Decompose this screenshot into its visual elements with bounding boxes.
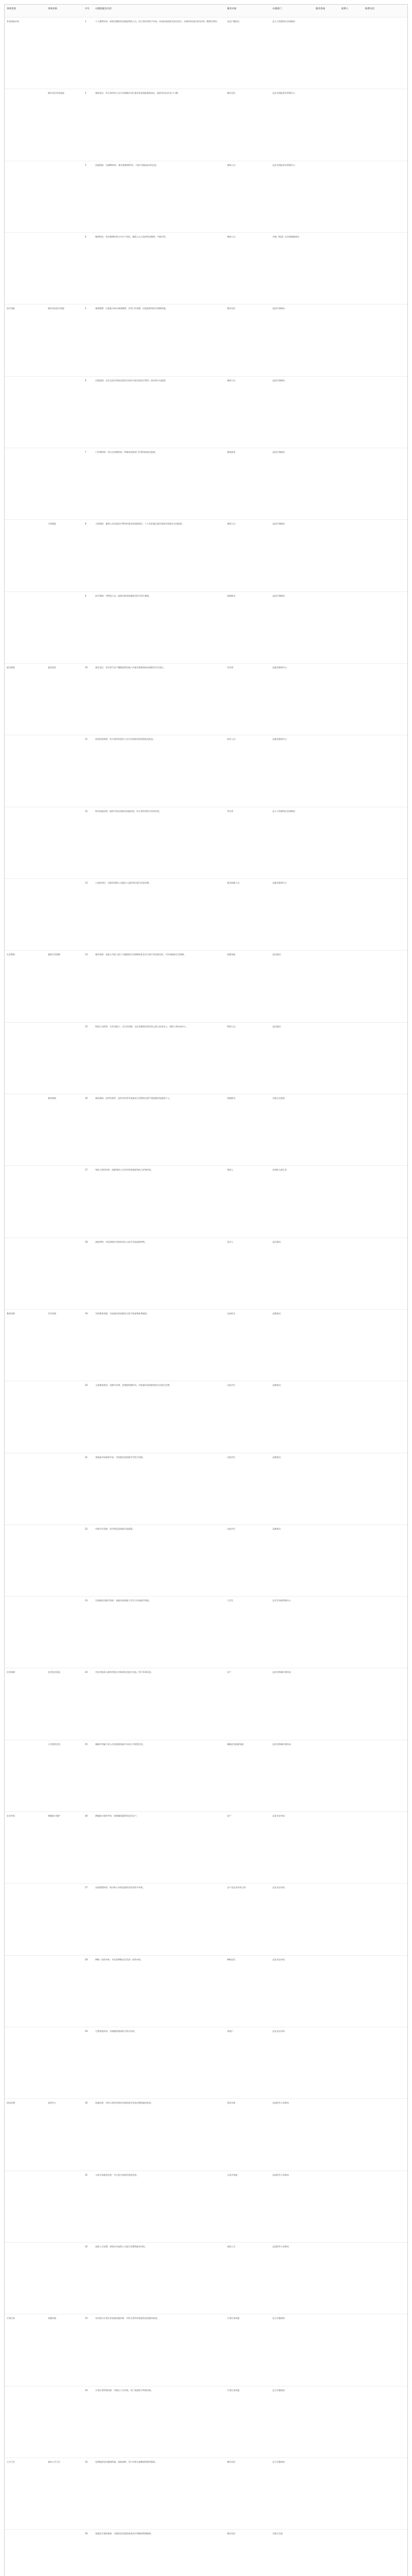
cell-scope: 在校学生 (227, 1527, 235, 1530)
cell-item-name: 公共租赁住房 (48, 1742, 60, 1745)
cell-scope: 义务兵家庭 (227, 2173, 237, 2176)
cell-item-name: 临时救助 (48, 1096, 56, 1099)
table-row (5, 1453, 407, 1525)
cell-description: 门诊慢特病：经认定的慢性病、特殊疾病患者门诊费用按规定报销。 (95, 450, 157, 453)
cell-department: 县卫生健康局 (272, 2461, 285, 2464)
header-category: 事项类别 (7, 8, 16, 10)
cell-scope: 特困人员 (227, 1025, 235, 1028)
cell-scope: 困难家庭 (227, 953, 235, 956)
cell-department: 县卫生健康局 (272, 2317, 285, 2320)
cell-description: 义务兵家庭优待金：对义务兵家庭发放优待金。 (95, 2173, 139, 2176)
header-item: 事项名称 (48, 8, 57, 10)
cell-scope: 残疾人 (227, 1168, 233, 1172)
cell-department: 县就业服务中心 (272, 738, 287, 741)
table-row (5, 735, 407, 807)
cell-department: 乡镇（街道）社会保障服务站 (272, 235, 299, 238)
table-row (5, 2458, 407, 2530)
cell-number: 2 (85, 92, 87, 95)
cell-description: 残疾人两项补贴：困难残疾人生活补贴和重度残疾人护理补贴。 (95, 1168, 153, 1172)
table-row (5, 2529, 407, 2576)
cell-category: 就业服务 (7, 666, 15, 669)
cell-department: 县教育局 (272, 1527, 281, 1530)
cell-number: 1 (85, 20, 87, 23)
header-hotline: 服务热线 (316, 8, 325, 10)
cell-number: 32 (85, 2245, 88, 2248)
cell-number: 27 (85, 1886, 88, 1889)
cell-category: 教育资助 (7, 1312, 15, 1315)
table-row (5, 591, 407, 664)
header-scope: 服务对象 (227, 8, 236, 10)
cell-number: 4 (85, 235, 87, 238)
cell-number: 21 (85, 1455, 88, 1459)
cell-number: 12 (85, 809, 88, 812)
cell-scope: 参保人员 (227, 522, 235, 526)
table-row (5, 878, 407, 951)
cell-number: 19 (85, 1312, 88, 1315)
cell-department: 县退役军人事务局 (272, 2102, 289, 2105)
cell-scope: 困难群众 (227, 1096, 235, 1099)
cell-department: 县退役军人事务局 (272, 2245, 289, 2248)
cell-scope: 城乡居民 (227, 2532, 235, 2535)
header-number: 序号 (85, 8, 90, 10)
table-row (5, 1596, 407, 1668)
cell-department: 县住房和城乡建设局 (272, 1671, 291, 1674)
cell-description: 临时救助：因突发事件、意外伤害等导致基本生活暂时出现严重困难的家庭或个人。 (95, 1096, 171, 1099)
table-row (5, 161, 407, 233)
table-row (5, 2171, 407, 2243)
table-row (5, 17, 407, 89)
cell-scope: 城乡居民 (227, 92, 235, 95)
cell-description: 农村部分计划生育家庭奖励扶助：对符合条件的家庭发放奖励扶助金。 (95, 2317, 159, 2320)
cell-number: 9 (85, 594, 87, 597)
cell-description: 参保登记：符合条件的人员可办理城乡居民基本养老保险参保登记，提供身份证件及户口簿。 (95, 92, 180, 95)
cell-department: 县农业农村局 (272, 2030, 285, 2033)
cell-category: 住房保障 (7, 1671, 15, 1674)
cell-department: 县教育局 (272, 1455, 281, 1459)
cell-number: 16 (85, 1096, 88, 1099)
cell-number: 23 (85, 1599, 88, 1602)
cell-item-name: 农村危房改造 (48, 1671, 60, 1674)
cell-item-name: 退役军人 (48, 2102, 56, 2105)
cell-department: 县民政局 (272, 1240, 281, 1243)
cell-category: 计划生育 (7, 2317, 15, 2320)
table-row (5, 950, 407, 1022)
cell-department: 乡镇人民政府 (272, 1096, 285, 1099)
cell-scope: 困难群众 (227, 594, 235, 597)
cell-scope: 在校学生 (227, 1384, 235, 1387)
cell-description: 普通高中国家助学金：对家庭经济困难学生给予资助。 (95, 1455, 145, 1459)
cell-department: 县民政局 (272, 953, 281, 956)
cell-description: 缴费档次：每年缴费标准分为多个档次，参保人自主选择档次缴费，多缴多得。 (95, 235, 167, 238)
cell-item-name: 就业创业 (48, 666, 56, 669)
cell-number: 24 (85, 1671, 88, 1674)
cell-scope: 在校学生 (227, 1455, 235, 1459)
table-row (5, 1381, 407, 1453)
cell-scope: 城镇住房困难家庭 (227, 1742, 244, 1745)
cell-description: 公益性岗位：对就业困难人员通过公益性岗位进行托底安置。 (95, 881, 151, 884)
cell-scope: 计划生育家庭 (227, 2317, 239, 2320)
cell-department: 县卫生健康局 (272, 2388, 285, 2392)
cell-number: 22 (85, 1527, 88, 1530)
table-row (5, 2098, 407, 2171)
cell-scope: 参保人员 (227, 379, 235, 382)
cell-description: 家庭医生签约服务：为签约居民提供基本医疗和健康管理服务。 (95, 2532, 153, 2535)
cell-description: 住院报销：在定点医疗机构住院发生的符合规定的医疗费用，按比例予以报销。 (95, 379, 167, 382)
cell-number: 15 (85, 1025, 88, 1028)
cell-department: 县医疗保障局 (272, 594, 285, 597)
table-row (5, 807, 407, 879)
cell-department: 县民政局 (272, 1025, 281, 1028)
table-row (5, 1309, 407, 1381)
cell-number: 17 (85, 1168, 88, 1172)
cell-scope: 创业人员 (227, 738, 235, 741)
cell-number: 36 (85, 2532, 88, 2535)
cell-department: 县医疗保障局 (272, 379, 285, 382)
cell-item-name: 城乡居民医疗保险 (48, 307, 64, 310)
table-row (5, 1022, 407, 1094)
cell-item-name: 基本公共卫生 (48, 2461, 60, 2464)
cell-department: 县医疗保障局 (272, 307, 285, 310)
cell-department: 县社会保险事业管理中心 (272, 163, 295, 166)
cell-description: 学前教育资助：对家庭经济困难幼儿给予保育教育费减免。 (95, 1312, 149, 1315)
cell-item-name: 城乡居民养老保险 (48, 92, 64, 95)
table-row (5, 1238, 407, 1310)
cell-scope: 劳动者 (227, 666, 233, 669)
cell-scope: 劳动者 (227, 809, 233, 812)
cell-department: 县退役军人事务局 (272, 2173, 289, 2176)
cell-number: 29 (85, 2030, 88, 2033)
cell-description: 计划生育特别扶助：对独生子女伤残、死亡家庭给予特别扶助。 (95, 2388, 153, 2392)
cell-department: 县教育局 (272, 1384, 281, 1387)
table-row (5, 304, 407, 376)
cell-description: 医疗救助：对特困人员、低保对象等困难群众给予医疗救助。 (95, 594, 151, 597)
cell-description: 对农村低收入群体等重点对象的危房进行改造，给予补助资金。 (95, 1671, 153, 1674)
cell-description: 高龄津贴：对达到规定年龄的老年人按月发放高龄津贴。 (95, 1240, 147, 1243)
cell-description: 就业登记：劳动者可在户籍地或常住地公共就业服务机构办理就业失业登记。 (95, 666, 165, 669)
header-contact: 联系人 (341, 8, 349, 10)
cell-department: 县学生资助管理中心 (272, 1599, 291, 1602)
header-phone: 联系电话 (365, 8, 374, 10)
table-row (5, 663, 407, 735)
cell-category: 公共卫生 (7, 2461, 15, 2464)
cell-item-name: 学生资助 (48, 1312, 56, 1315)
table-row (5, 1955, 407, 2027)
table-row (5, 1883, 407, 1955)
cell-description: 生猪养殖补贴：对规模养殖场给予相关扶持。 (95, 2030, 136, 2033)
cell-department: 县就业服务中心 (272, 666, 287, 669)
cell-scope: 老年人 (227, 1240, 233, 1243)
cell-department: 县医疗保障局 (272, 450, 285, 453)
cell-item-name: 奖励扶助 (48, 2317, 56, 2320)
cell-description: 中职学生资助：免学费及国家助学金政策。 (95, 1527, 134, 1530)
cell-number: 28 (85, 1958, 88, 1961)
cell-scope: 参保患者 (227, 450, 235, 453)
cell-scope: 参保人员 (227, 235, 235, 238)
cell-number: 33 (85, 2317, 88, 2320)
table-row (5, 1165, 407, 1238)
cell-number: 25 (85, 1742, 88, 1745)
cell-category: 社会救助 (7, 953, 15, 956)
cell-description: 免费提供居民健康档案、预防接种、孕产妇和儿童健康管理等服务。 (95, 2461, 157, 2464)
table-row (5, 1668, 407, 1740)
cell-description: 城乡低保：家庭人均收入低于当地最低生活保障标准且符合财产状况规定的，可申请最低生活保障。 (95, 953, 186, 956)
cell-category: 农业补贴 (7, 1815, 15, 1818)
cell-description: 参保缴费：以家庭为单位参保缴费，享受门诊统筹、住院报销等医疗保障待遇。 (95, 307, 167, 310)
cell-item-name: 最低生活保障 (48, 953, 60, 956)
cell-number: 30 (85, 2102, 88, 2105)
cell-department: 县农业农村局 (272, 1886, 285, 1889)
cell-number: 26 (85, 1815, 88, 1818)
cell-description: 种粮一次性补贴：对实际种粮农民发放一次性补贴。 (95, 1958, 143, 1961)
table-row (5, 232, 407, 304)
table-row (5, 2242, 407, 2314)
header-description: 办理依据及内容 (95, 8, 112, 10)
table-row (5, 2027, 407, 2099)
cell-department: 县人力资源和社会保障局 (272, 20, 295, 23)
cell-category: 优抚安置 (7, 2102, 15, 2105)
cell-scope: 城乡居民 (227, 2461, 235, 2464)
cell-category: 医疗保险 (7, 307, 15, 310)
table-row (5, 519, 407, 591)
cell-description: 特困人员供养：无劳动能力、无生活来源、无法定赡养抚养扶养义务人的老年人、残疾人和未成年人。 (95, 1025, 188, 1028)
cell-description: 退役士兵安置：按规定对退役士兵进行安置和就业扶持。 (95, 2245, 147, 2248)
cell-department: 县住房和城乡建设局 (272, 1742, 291, 1745)
cell-number: 31 (85, 2173, 88, 2176)
cell-scope: 本县户籍居民 (227, 20, 239, 23)
cell-department: 县农业农村局 (272, 1958, 285, 1961)
table-row (5, 376, 407, 448)
cell-scope: 在园幼儿 (227, 1312, 235, 1315)
cell-scope: 大学生 (227, 1599, 233, 1602)
cell-description: 城镇中等偏下收入住房困难家庭可申请公共租赁住房。 (95, 1742, 145, 1745)
cell-description: 创业担保贷款：符合条件的创业人员可申请创业担保贷款及贴息。 (95, 738, 155, 741)
table-row (5, 448, 407, 520)
cell-description: 大病保险：参保人员住院医疗费用经基本医保报销后，个人负担超过起付线部分按规定分段报销。 (95, 522, 184, 526)
cell-description: 生源地信用助学贷款：家庭经济困难大学生可申请助学贷款。 (95, 1599, 151, 1602)
table-header (5, 5, 407, 18)
cell-number: 3 (85, 163, 87, 166)
cell-number: 10 (85, 666, 88, 669)
cell-number: 18 (85, 1240, 88, 1243)
table-row (5, 2314, 407, 2386)
cell-number: 35 (85, 2461, 88, 2464)
cell-department: 县残疾人联合会 (272, 1168, 287, 1172)
cell-number: 7 (85, 450, 87, 453)
cell-description: 待遇领取：年满60周岁，累计缴费满15年，可按月领取基本养老金。 (95, 163, 159, 166)
table-row (5, 1524, 407, 1597)
cell-department: 县人力资源和社会保障局 (272, 809, 295, 812)
cell-description: 耕地地力保护补贴：按照确权面积发放至农户。 (95, 1815, 139, 1818)
cell-scope: 种粮农民 (227, 1958, 235, 1961)
cell-number: 5 (85, 307, 87, 310)
cell-category: 养老保险补贴 (7, 20, 19, 23)
cell-scope: 优抚对象 (227, 2102, 235, 2105)
cell-scope: 退役士兵 (227, 2245, 235, 2248)
cell-number: 8 (85, 522, 87, 526)
table-body (5, 17, 407, 2576)
cell-department: 县社会保险事业管理中心 (272, 92, 295, 95)
cell-number: 11 (85, 738, 88, 741)
cell-department: 乡镇卫生院 (272, 2532, 283, 2535)
cell-description: 职业技能培训：组织开展各类职业技能培训，符合条件的给予培训补贴。 (95, 809, 161, 812)
table-row (5, 1094, 407, 1166)
cell-number: 34 (85, 2388, 88, 2392)
table-row (5, 1811, 407, 1884)
cell-scope: 养殖户 (227, 2030, 233, 2033)
table-row (5, 89, 407, 161)
cell-scope: 就业困难人员 (227, 881, 239, 884)
cell-description: 抚恤补助：对符合条件的优抚对象按规定发放定期抚恤补助金。 (95, 2102, 153, 2105)
cell-number: 6 (85, 379, 87, 382)
cell-description: 农机购置补贴：购买纳入补贴范围的农机具给予补贴。 (95, 1886, 145, 1889)
cell-department: 县农业农村局 (272, 1815, 285, 1818)
cell-scope: 城乡居民 (227, 307, 235, 310)
cell-scope: 农户 (227, 1815, 231, 1818)
header-department: 办理部门 (272, 8, 282, 10)
cell-department: 县医疗保障局 (272, 522, 285, 526)
cell-item-name: 耕地地力保护 (48, 1815, 60, 1818)
cell-number: 14 (85, 953, 88, 956)
cell-department: 县教育局 (272, 1312, 281, 1315)
cell-department: 县就业服务中心 (272, 881, 287, 884)
cell-number: 20 (85, 1384, 88, 1387)
cell-description: 个人缴费补贴：按规定缴纳养老保险费的人员，符合条件的给予补贴，补贴标准按相关规定执行；办理材料包括身份证明、缴费证明等。 (95, 20, 219, 23)
table-row (5, 1740, 407, 1812)
cell-scope: 参保人员 (227, 163, 235, 166)
cell-scope: 计划生育家庭 (227, 2388, 239, 2392)
cell-description: 义务教育阶段：免除学杂费、免费提供教科书，对家庭经济困难寄宿生补助生活费。 (95, 1384, 171, 1387)
cell-item-name: 大病保险 (48, 522, 56, 526)
cell-scope: 农户 (227, 1671, 231, 1674)
policy-table (4, 4, 408, 2576)
table-row (5, 2386, 407, 2458)
cell-scope: 农户及农业经营主体 (227, 1886, 246, 1889)
cell-number: 13 (85, 881, 88, 884)
